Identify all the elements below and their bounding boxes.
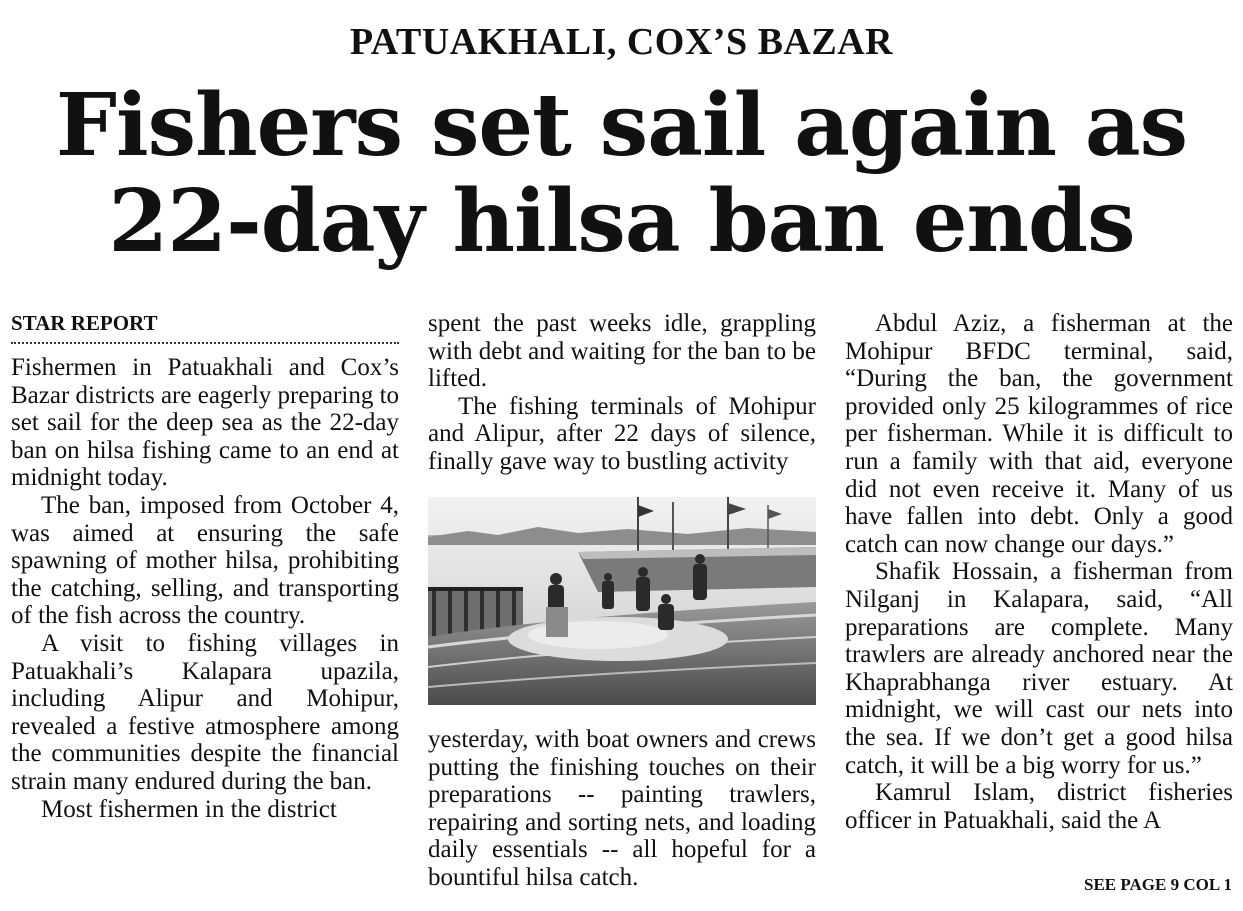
headline-line-1: Fishers set sail again as bbox=[55, 75, 1188, 176]
article-column-2-top bbox=[428, 310, 816, 476]
paragraph: The ban, imposed from October 4, was aimed at ensuring the safe spawning of mother hilsa, prohibiting the catching, selling, and transporting of the fish across the country. bbox=[11, 491, 399, 630]
paragraph: Kamrul Islam, district fisheries officer in Patuakhali, said the A bbox=[845, 779, 1233, 834]
paragraph: spent the past weeks idle, grappling with debt and waiting for the ban to be lifted. bbox=[428, 310, 816, 393]
paragraph: A visit to fishing villages in Patuakhali’s Kalapara upazila, including Alipur and Mohipur, revealed a festive atmosphere among the communities despite the financial strain many endured during the ban. bbox=[11, 629, 399, 795]
headline-line-2: 22-day hilsa ban ends bbox=[108, 171, 1135, 272]
paragraph: yesterday, with boat owners and crews putting the finishing touches on their preparations -- painting trawlers, repairing and sorting nets, and loading daily essentials -- all hopeful for a bountiful hilsa catch. bbox=[428, 726, 816, 891]
paragraph: Fishermen in Patuakhali and Cox’s Bazar districts are eagerly preparing to set sail for the deep sea as the 22-day ban on hilsa fishing came to an end at midnight today. bbox=[11, 354, 400, 492]
dateline: PATUAKHALI, COX’S BAZAR bbox=[349, 21, 894, 63]
article-column-3 bbox=[845, 310, 1233, 834]
paragraph: Most fishermen in the district bbox=[41, 795, 337, 823]
headline bbox=[0, 75, 1243, 272]
continued-on-page-note: SEE PAGE 9 COL 1 bbox=[1084, 875, 1232, 894]
article-column-2-bottom bbox=[428, 726, 816, 892]
paragraph: Shafik Hossain, a fisherman from Nilganj in Kalapara, said, “All preparations are complete. Many trawlers are already anchored near the Khaprabhanga river estuary. At midnight, we will cast our nets into the sea. If we don’t get a good hilsa catch, it will be a big worry for us.” bbox=[845, 558, 1233, 779]
byline: STAR REPORT bbox=[11, 310, 399, 344]
paragraph: Abdul Aziz, a fisherman at the Mohipur BFDC terminal, said, “During the ban, the government provided only 25 kilogrammes of rice per fisherman. While it is difficult to run a family with that aid, everyone did not even receive it. Many of us have fallen into debt. Only a good catch can now change our days.” bbox=[845, 310, 1233, 558]
article-column-1 bbox=[11, 310, 399, 823]
fishing-boats-photo bbox=[428, 497, 816, 705]
paragraph: The fishing terminals of Mohipur and Alipur, after 22 days of silence, finally gave way to bustling activity bbox=[428, 392, 816, 475]
